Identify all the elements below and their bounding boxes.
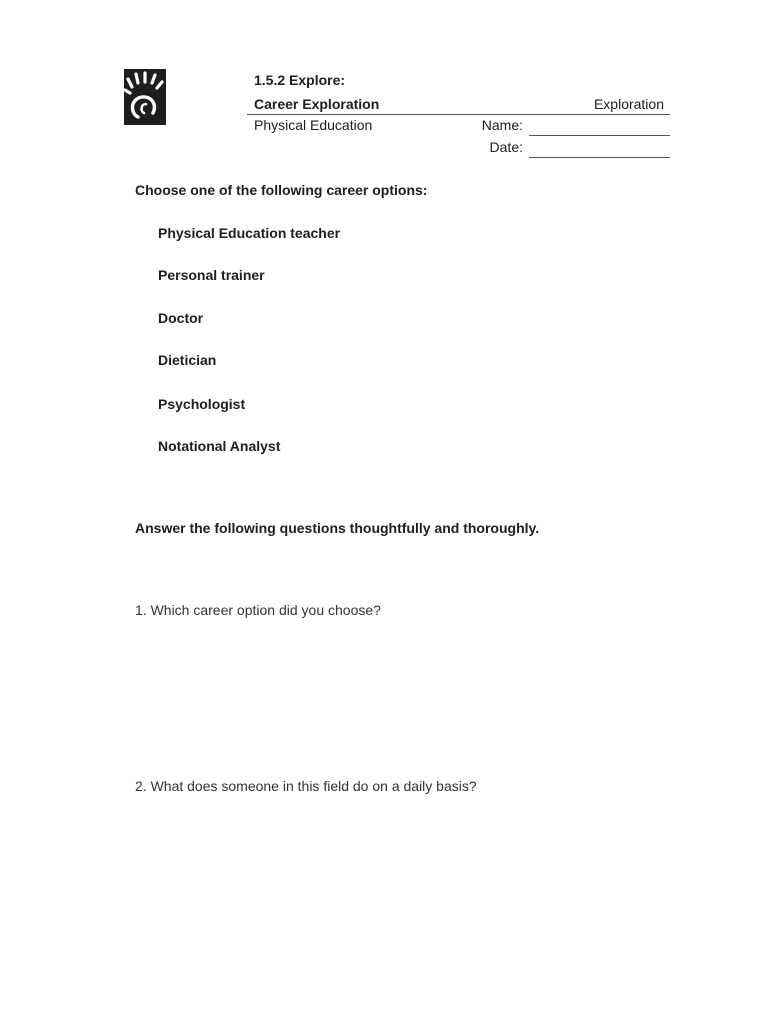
lesson-number: 1.5.2 Explore: xyxy=(254,72,346,88)
career-option: Notational Analyst xyxy=(158,438,281,454)
name-label: Name: xyxy=(481,117,523,133)
question-1: 1. Which career option did you choose? xyxy=(135,602,381,618)
header-divider xyxy=(247,114,670,115)
date-label: Date: xyxy=(489,139,523,155)
name-field[interactable] xyxy=(529,135,670,136)
answer-instruction: Answer the following questions thoughtfully and thoroughly. xyxy=(135,520,540,536)
career-option: Doctor xyxy=(158,310,204,326)
activity-type: Exploration xyxy=(593,96,664,112)
sunburst-logo-icon xyxy=(124,69,166,125)
page-title: Career Exploration xyxy=(254,96,380,112)
choose-instruction: Choose one of the following career options: xyxy=(135,182,428,198)
question-2: 2. What does someone in this field do on a daily basis? xyxy=(135,778,477,794)
career-option: Physical Education teacher xyxy=(158,225,341,241)
career-option: Personal trainer xyxy=(158,267,265,283)
date-field[interactable] xyxy=(529,157,670,158)
course-name: Physical Education xyxy=(254,117,373,133)
career-option: Psychologist xyxy=(158,396,246,412)
career-option: Dietician xyxy=(158,352,217,368)
